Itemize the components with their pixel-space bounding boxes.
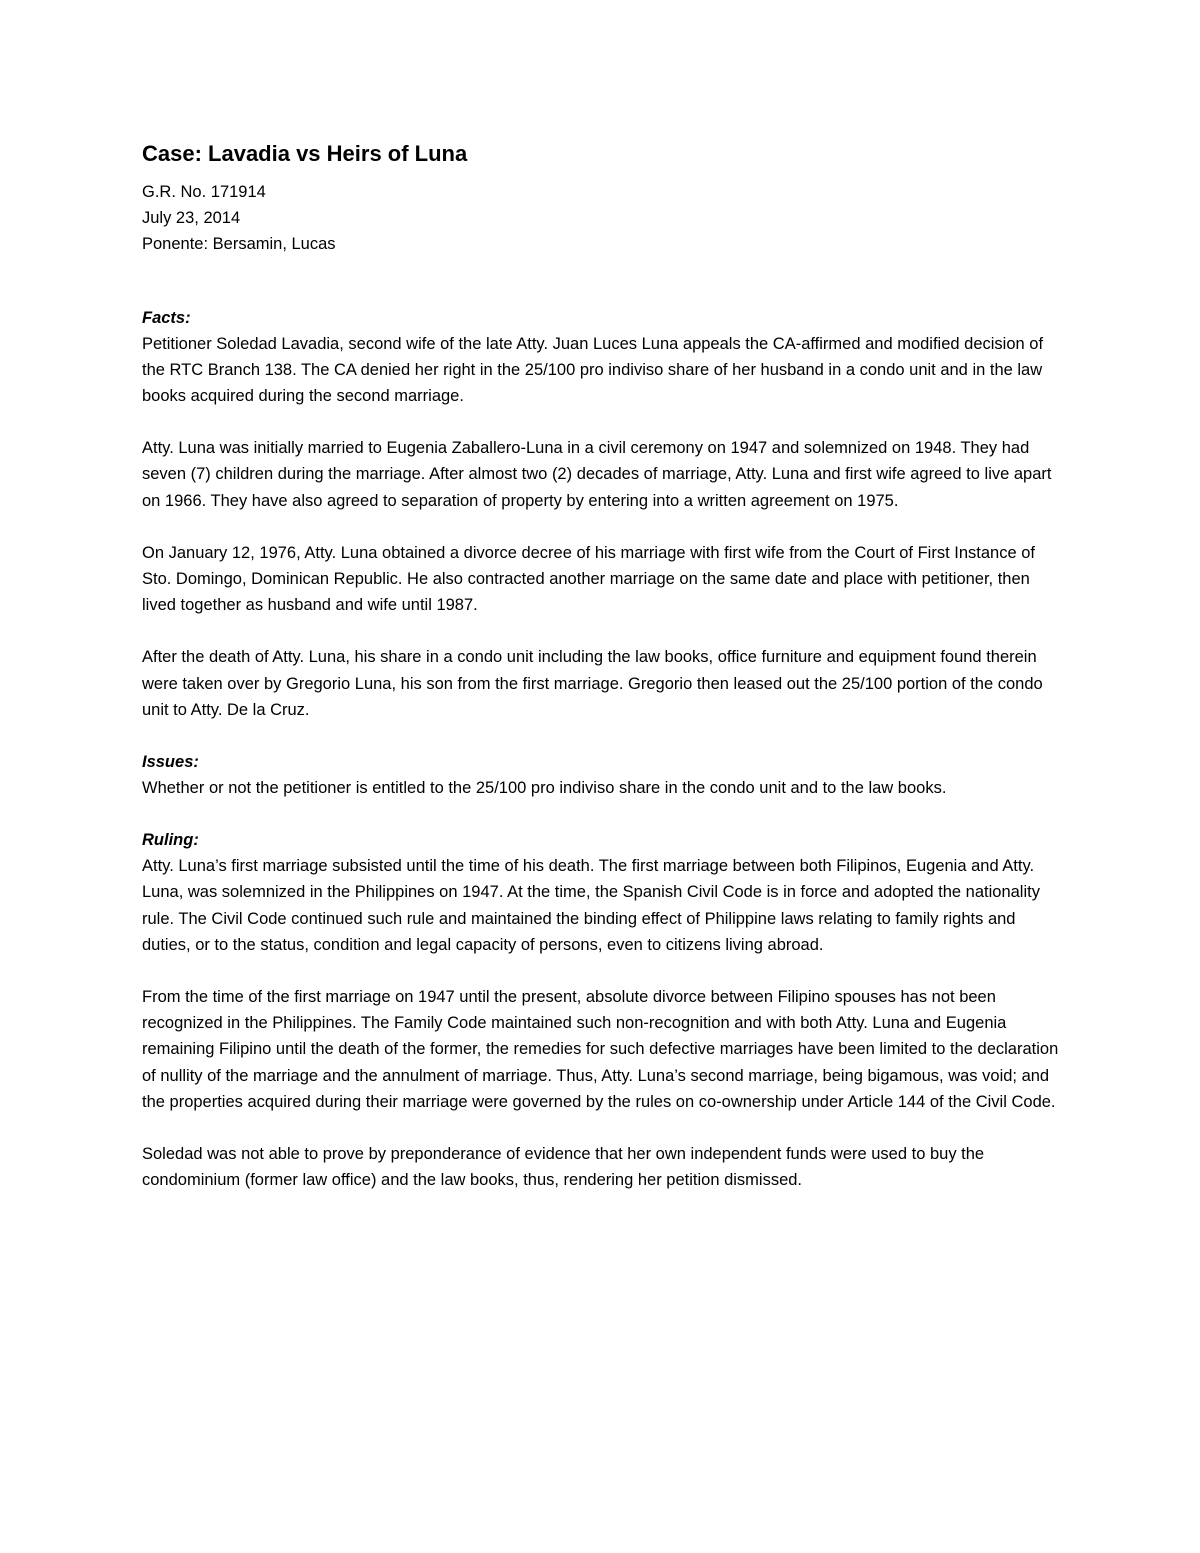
ponente: Ponente: Bersamin, Lucas — [142, 234, 336, 253]
document-page — [142, 140, 1062, 1219]
decision-date: July 23, 2014 — [142, 208, 241, 227]
facts-label: Facts: — [142, 308, 191, 327]
case-title: Case: Lavadia vs Heirs of Luna — [142, 141, 468, 166]
issues-label: Issues: — [142, 753, 199, 772]
case-meta — [142, 179, 1062, 257]
facts-section — [142, 305, 1062, 723]
gr-number: G.R. No. 171914 — [142, 182, 266, 201]
ruling-paragraph: Soledad was not able to prove by preponderance of evidence that her own independent funds were used to buy the condominium (former law office) and the law books, thus, rendering her petition dismissed. — [142, 1145, 985, 1190]
facts-paragraph: Atty. Luna was initially married to Eugenia Zaballero-Luna in a civil ceremony on 1947 and solemnized on 1948. They had seven (7) children during the marriage. After almost two (2) decades of marriage, Atty. Luna and first wife agreed to live apart on 1966. They have also agreed to separation of property by entering into a written agreement on 1975. — [142, 439, 1052, 510]
issues-paragraph: Whether or not the petitioner is entitled to the 25/100 pro indiviso share in the condo unit and to the law books. — [142, 779, 947, 798]
facts-paragraph: Petitioner Soledad Lavadia, second wife of the late Atty. Juan Luces Luna appeals the CA-affirmed and modified decision of the RTC Branch 138. The CA denied her right in the 25/100 pro indiviso share of her husband in a condo unit and in the law books acquired during the second marriage. — [142, 334, 1044, 405]
ruling-label: Ruling: — [142, 831, 199, 850]
ruling-paragraph: Atty. Luna’s first marriage subsisted until the time of his death. The first marriage between both Filipinos, Eugenia and Atty. Luna, was solemnized in the Philippines on 1947. At the time, the Spanish Civil Code is in force and adopted the nationality rule. The Civil Code continued such rule and maintained the binding effect of Philippine laws relating to family rights and duties, or to the status, condition and legal capacity of persons, even to citizens living abroad. — [142, 857, 1040, 954]
issues-section — [142, 749, 1062, 801]
facts-paragraph: On January 12, 1976, Atty. Luna obtained a divorce decree of his marriage with first wife from the Court of First Instance of Sto. Domingo, Dominican Republic. He also contracted another marriage on the same date and place with petitioner, then lived together as husband and wife until 1987. — [142, 543, 1035, 615]
ruling-paragraph: From the time of the first marriage on 1947 until the present, absolute divorce between Filipino spouses has not been recognized in the Philippines. The Family Code maintained such non-recognition and with both Atty. Luna and Eugenia remaining Filipino until the death of the former, the remedies for such defective marriages have been limited to the declaration of nullity of the marriage and the annulment of marriage. Thus, Atty. Luna’s second marriage, being bigamous, was void; and the properties acquired during their marriage were governed by the rules on co-ownership under Article 144 of the Civil Code. — [142, 988, 1059, 1111]
facts-paragraph: After the death of Atty. Luna, his share in a condo unit including the law books, office furniture and equipment found therein were taken over by Gregorio Luna, his son from the first marriage. Gregorio then leased out the 25/100 portion of the condo unit to Atty. De la Cruz. — [142, 648, 1043, 719]
ruling-section — [142, 827, 1062, 1193]
